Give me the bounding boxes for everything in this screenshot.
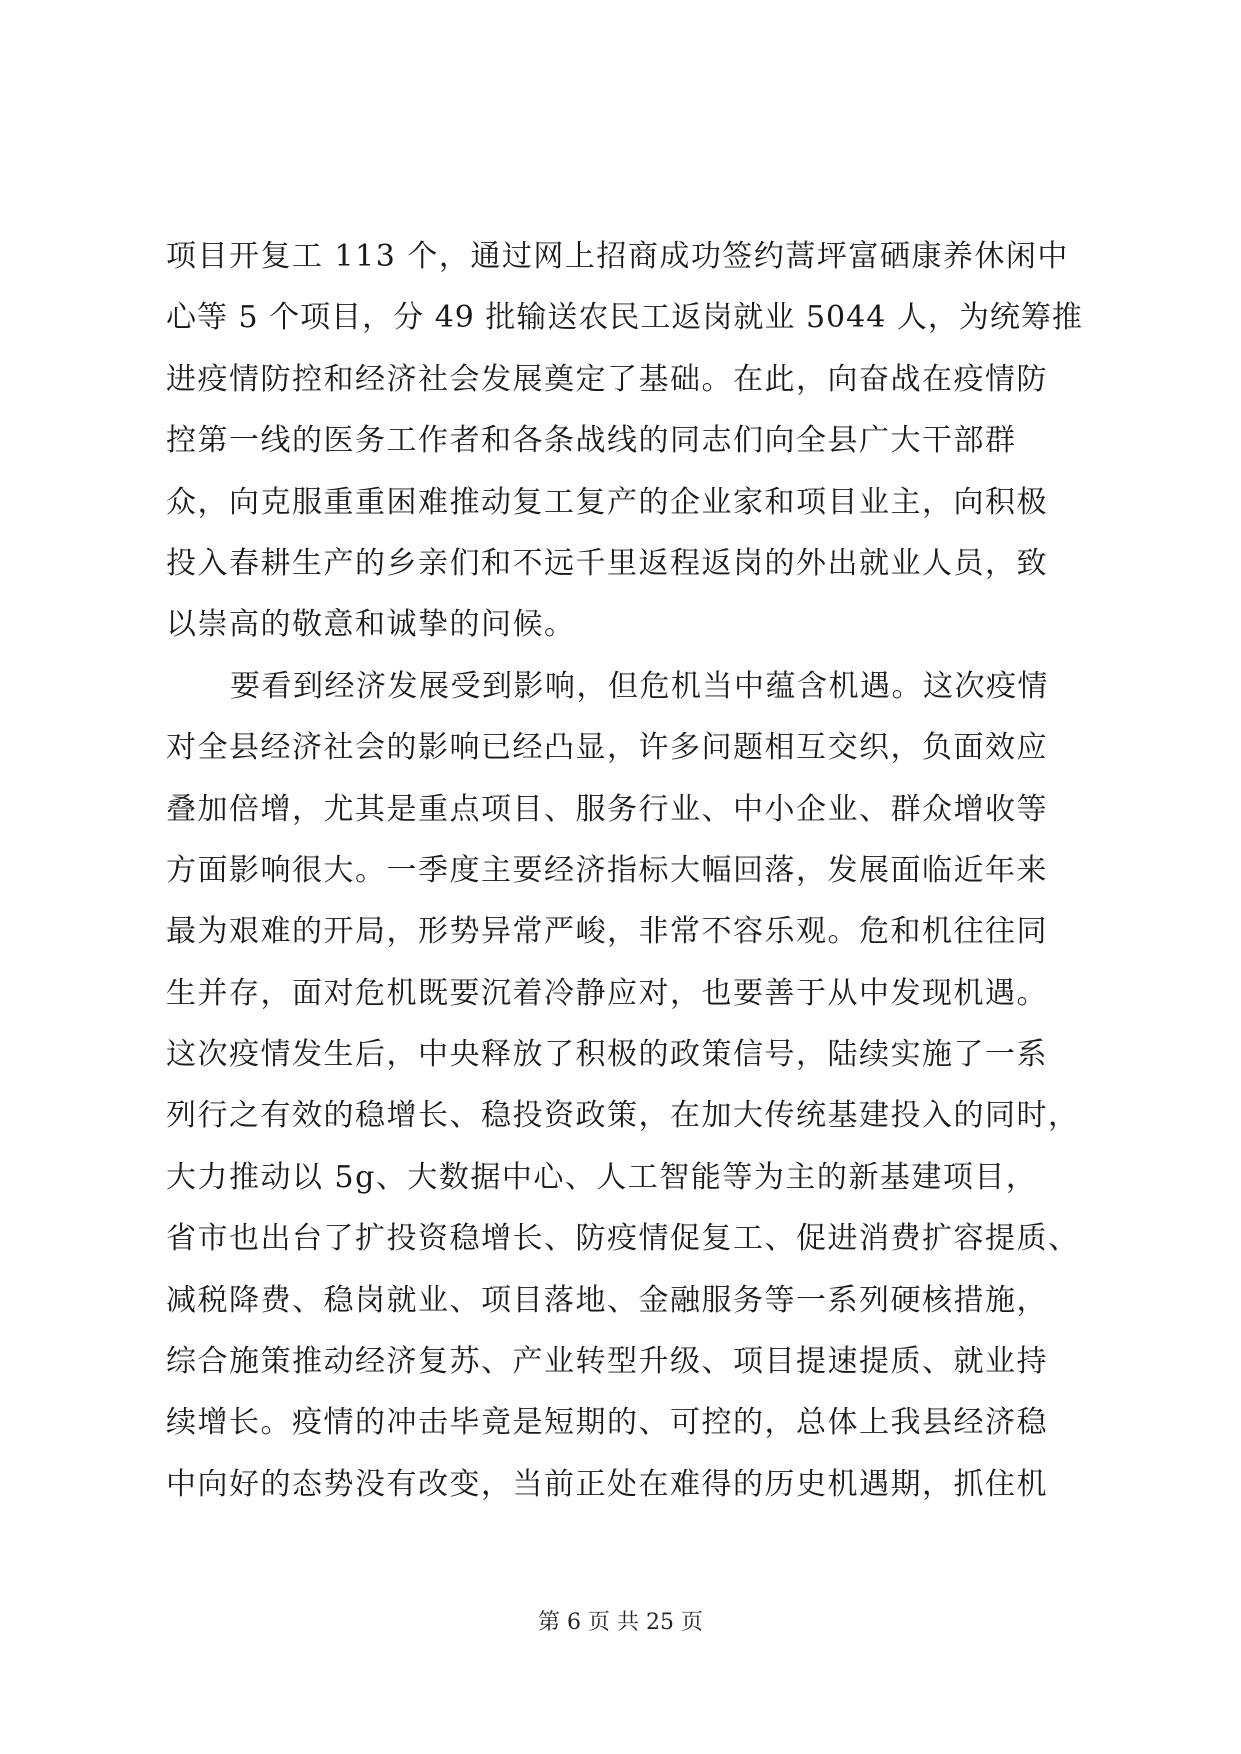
text-line: 众，向克服重重困难推动复工复产的企业家和项目业主，向积极 <box>166 484 1048 520</box>
text-line: 以崇高的敬意和诚挚的问候。 <box>166 607 576 643</box>
text-line: 综合施策推动经济复苏、产业转型升级、项目提速提质、就业持 <box>166 1344 1048 1380</box>
text-line: 对全县经济社会的影响已经凸显，许多问题相互交织，负面效应 <box>166 730 1048 766</box>
paragraph-start-line: 要看到经济发展受到影响，但危机当中蕴含机遇。这次疫情 <box>230 668 1049 704</box>
text-line: 列行之有效的稳增长、稳投资政策，在加大传统基建投入的同时， <box>166 1098 1080 1134</box>
text-line: 大力推动以 5g、大数据中心、人工智能等为主的新基建项目， <box>166 1159 1038 1195</box>
text-line: 控第一线的医务工作者和各条战线的同志们向全县广大干部群 <box>166 423 1017 459</box>
text-line: 减税降费、稳岗就业、项目落地、金融服务等一系列硬核措施， <box>166 1282 1048 1318</box>
text-line: 生并存，面对危机既要沉着冷静应对，也要善于从中发现机遇。 <box>166 975 1048 1011</box>
text-line: 心等 5 个项目，分 49 批输送农民工返岗就业 5044 人，为统筹推 <box>166 300 1083 336</box>
text-line: 中向好的态势没有改变，当前正处在难得的历史机遇期，抓住机 <box>166 1466 1048 1502</box>
text-line: 最为艰难的开局，形势异常严峻，非常不容乐观。危和机往往同 <box>166 914 1048 950</box>
text-line: 省市也出台了扩投资稳增长、防疫情促复工、促进消费扩容提质、 <box>166 1221 1080 1257</box>
body-text <box>166 226 1086 1515</box>
page-number-footer: 第 6 页 共 25 页 <box>538 1610 703 1635</box>
text-line: 这次疫情发生后，中央释放了积极的政策信号，陆续实施了一系 <box>166 1037 1048 1073</box>
text-line: 项目开复工 113 个，通过网上招商成功签约蒿坪富硒康养休闲中 <box>166 239 1069 274</box>
text-line: 叠加倍增，尤其是重点项目、服务行业、中小企业、群众增收等 <box>166 791 1048 827</box>
text-line: 进疫情防控和经济社会发展奠定了基础。在此，向奋战在疫情防 <box>166 361 1048 397</box>
text-line: 投入春耕生产的乡亲们和不远千里返程返岗的外出就业人员，致 <box>166 545 1048 581</box>
text-line: 续增长。疫情的冲击毕竟是短期的、可控的，总体上我县经济稳 <box>166 1405 1048 1441</box>
text-line: 方面影响很大。一季度主要经济指标大幅回落，发展面临近年来 <box>166 852 1048 888</box>
